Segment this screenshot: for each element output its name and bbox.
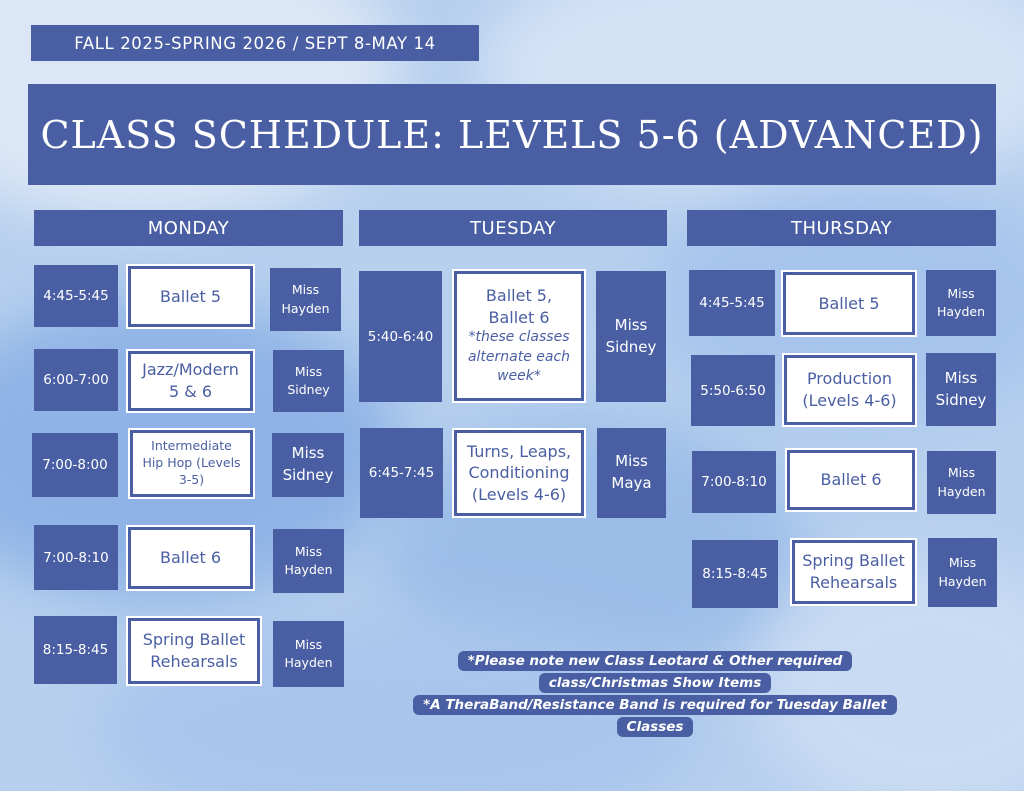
class-note-line-2: alternate each <box>467 348 571 365</box>
teacher-name: Hayden <box>938 573 987 589</box>
teacher-box <box>926 270 996 336</box>
teacher-title: Miss <box>948 555 977 571</box>
class-name: Ballet 5 <box>159 286 222 306</box>
time-slot: 7:00-8:10 <box>34 525 118 590</box>
teacher-title: Miss <box>291 444 325 463</box>
teacher-name: Sidney <box>282 466 334 484</box>
notice-line-1: *Please note new Class Leotard & Other required <box>458 651 853 671</box>
teacher-box <box>596 271 666 402</box>
teacher-title: Miss <box>294 363 323 379</box>
day-header-monday: MONDAY <box>34 210 343 246</box>
class-name: Ballet 6 <box>159 548 222 568</box>
notice-line-4: Classes <box>617 717 694 737</box>
class-name-box <box>454 271 584 401</box>
notice-line-2: class/Christmas Show Items <box>539 673 771 693</box>
class-name: Ballet 5 <box>818 293 880 313</box>
teacher-title: Miss <box>294 636 323 652</box>
class-note-line-3: week* <box>497 368 541 385</box>
class-name-box <box>128 351 253 411</box>
class-name-line-1: Spring Ballet <box>802 551 905 571</box>
class-name-box <box>787 450 915 510</box>
teacher-title: Miss <box>291 282 320 298</box>
season-dates-label: FALL 2025-SPRING 2026 / SEPT 8-MAY 14 <box>31 25 479 61</box>
class-name-box <box>792 540 915 604</box>
teacher-box <box>273 529 344 593</box>
teacher-box <box>927 451 996 514</box>
class-name: Ballet 6 <box>820 470 882 490</box>
teacher-box <box>273 621 344 687</box>
teacher-box <box>926 353 996 426</box>
class-name-line-2: Hip Hop (Levels <box>142 455 241 471</box>
time-slot: 5:50-6:50 <box>691 355 775 426</box>
teacher-title: Miss <box>944 368 978 387</box>
notice-block <box>390 651 920 737</box>
teacher-box <box>270 268 341 331</box>
time-slot: 7:00-8:10 <box>692 451 776 513</box>
class-name-line-2: Ballet 6 <box>488 307 550 327</box>
teacher-title: Miss <box>947 465 976 481</box>
page-title: CLASS SCHEDULE: LEVELS 5-6 (ADVANCED) <box>40 112 984 157</box>
class-name-box <box>130 430 253 497</box>
class-name-box <box>784 355 915 425</box>
teacher-name: Sidney <box>605 337 657 356</box>
time-slot: 5:40-6:40 <box>359 271 442 402</box>
day-header-thursday: THURSDAY <box>687 210 996 246</box>
time-slot: 8:15-8:45 <box>34 616 117 684</box>
teacher-box <box>273 350 344 412</box>
class-name-box <box>783 272 915 335</box>
teacher-name: Hayden <box>284 655 333 670</box>
teacher-title: Miss <box>615 452 648 471</box>
class-note-line-1: *these classes <box>468 329 570 346</box>
time-slot: 6:45-7:45 <box>360 428 443 518</box>
teacher-title: Miss <box>947 285 975 301</box>
class-name-line-2: (Levels 4-6) <box>802 391 897 410</box>
teacher-box <box>928 538 997 607</box>
class-name-line-2: Rehearsals <box>809 573 898 592</box>
class-name-line-1: Jazz/Modern <box>142 360 239 380</box>
time-slot: 8:15-8:45 <box>692 540 778 608</box>
class-name-box <box>454 430 584 516</box>
time-slot: 4:45-5:45 <box>34 265 118 327</box>
class-name-line-1: Ballet 5, <box>485 286 553 306</box>
teacher-title: Miss <box>294 543 323 559</box>
notice-line-3: *A TheraBand/Resistance Band is required for Tuesday Ballet <box>413 695 897 715</box>
teacher-name: Hayden <box>281 300 330 316</box>
teacher-title: Miss <box>614 315 648 334</box>
class-name-box <box>128 266 253 327</box>
class-name-line-3: (Levels 4-6) <box>471 484 567 504</box>
class-name-line-1: Turns, Leaps, <box>466 441 572 461</box>
title-banner <box>28 84 996 185</box>
teacher-name: Sidney <box>287 382 330 397</box>
class-name-line-2: Rehearsals <box>150 652 238 671</box>
time-slot: 6:00-7:00 <box>34 349 118 411</box>
teacher-name: Hayden <box>937 483 986 499</box>
class-name-line-2: 5 & 6 <box>168 382 212 401</box>
class-name-line-3: 3-5) <box>178 471 205 487</box>
teacher-name: Hayden <box>284 562 333 577</box>
class-name-line-1: Spring Ballet <box>142 630 246 650</box>
teacher-name: Maya <box>611 474 652 492</box>
teacher-name: Sidney <box>935 390 987 409</box>
class-name-box <box>128 527 253 589</box>
class-name-line-1: Production <box>806 369 893 389</box>
time-slot: 4:45-5:45 <box>689 270 775 336</box>
day-header-tuesday: TUESDAY <box>359 210 667 246</box>
class-name-box <box>128 618 260 684</box>
teacher-name: Hayden <box>936 304 985 319</box>
class-name-line-2: Conditioning <box>468 463 570 483</box>
class-name-line-1: Intermediate <box>151 438 232 454</box>
time-slot: 7:00-8:00 <box>32 433 118 497</box>
teacher-box <box>597 428 666 518</box>
teacher-box <box>272 433 344 497</box>
